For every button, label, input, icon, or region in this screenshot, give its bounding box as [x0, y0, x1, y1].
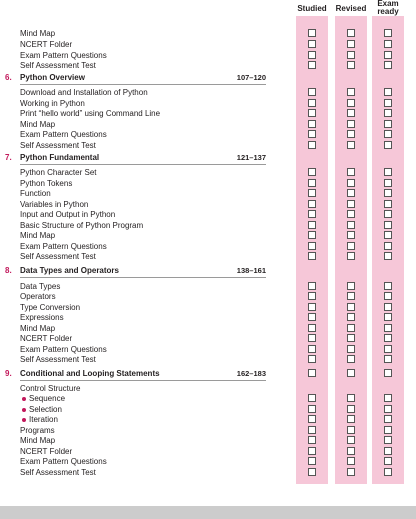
exam-ready-checkbox[interactable]	[384, 130, 392, 138]
exam-ready-checkbox[interactable]	[384, 242, 392, 250]
chapter-rule	[20, 380, 266, 381]
topic-label: NCERT Folder	[20, 334, 73, 343]
exam-ready-checkbox[interactable]	[384, 189, 392, 197]
studied-checkbox[interactable]	[308, 200, 316, 208]
chapter-title: Conditional and Looping Statements	[20, 369, 160, 378]
exam-ready-checkbox[interactable]	[384, 51, 392, 59]
studied-checkbox[interactable]	[308, 447, 316, 455]
exam-ready-checkbox[interactable]	[384, 355, 392, 363]
chapter-heading	[0, 73, 416, 85]
studied-checkbox[interactable]	[308, 303, 316, 311]
revised-checkbox[interactable]	[347, 457, 355, 465]
topic-label: Exam Pattern Questions	[20, 457, 107, 466]
studied-checkbox[interactable]	[308, 99, 316, 107]
studied-checkbox[interactable]	[308, 88, 316, 96]
topic-label: Variables in Python	[20, 200, 89, 209]
revised-checkbox[interactable]	[347, 210, 355, 218]
bullet-icon	[22, 418, 26, 422]
studied-header: Studied	[297, 4, 327, 13]
chapter-title: Data Types and Operators	[20, 266, 119, 275]
topic-label: Mind Map	[20, 436, 56, 445]
exam-ready-checkbox[interactable]	[384, 168, 392, 176]
revised-checkbox[interactable]	[347, 334, 355, 342]
revised-header: Revised	[335, 4, 367, 13]
revised-checkbox[interactable]	[347, 200, 355, 208]
topic-label: Mind Map	[20, 324, 56, 333]
revised-checkbox[interactable]	[347, 415, 355, 423]
studied-checkbox[interactable]	[308, 405, 316, 413]
studied-checkbox[interactable]	[308, 252, 316, 260]
topic-label: Python Character Set	[20, 168, 97, 177]
revised-checkbox[interactable]	[347, 221, 355, 229]
topic-label: Mind Map	[20, 29, 56, 38]
topic-label: Download and Installation of Python	[20, 88, 148, 97]
exam-ready-checkbox[interactable]	[384, 88, 392, 96]
exam-ready-checkbox[interactable]	[384, 345, 392, 353]
exam-ready-checkbox[interactable]	[384, 252, 392, 260]
revised-checkbox[interactable]	[347, 189, 355, 197]
topic-label: Exam Pattern Questions	[20, 51, 107, 60]
studied-checkbox[interactable]	[308, 457, 316, 465]
exam-ready-checkbox[interactable]	[384, 324, 392, 332]
exam-ready-checkbox[interactable]	[384, 334, 392, 342]
exam-ready-header	[370, 0, 406, 16]
topic-label: Type Conversion	[20, 303, 81, 312]
exam-ready-checkbox[interactable]	[384, 426, 392, 434]
topic-label: Basic Structure of Python Program	[20, 221, 144, 230]
studied-checkbox[interactable]	[308, 426, 316, 434]
topic-label: Control Structure	[20, 384, 81, 393]
topic-label: NCERT Folder	[20, 447, 73, 456]
chapter-heading	[0, 266, 416, 278]
studied-checkbox[interactable]	[308, 168, 316, 176]
exam-ready-checkbox[interactable]	[384, 221, 392, 229]
revised-checkbox[interactable]	[347, 282, 355, 290]
exam-ready-header-line2: ready	[377, 7, 399, 16]
exam-ready-checkbox[interactable]	[384, 61, 392, 69]
topic-label: Self Assessment Test	[20, 252, 96, 261]
studied-checkbox[interactable]	[308, 345, 316, 353]
studied-checkbox[interactable]	[308, 29, 316, 37]
chapter-pages: 138–161	[236, 266, 266, 275]
exam-ready-checkbox[interactable]	[384, 29, 392, 37]
topic-label: Self Assessment Test	[20, 141, 96, 150]
studied-checkbox[interactable]	[308, 231, 316, 239]
topic-label: Iteration	[29, 415, 58, 424]
exam-ready-checkbox[interactable]	[384, 313, 392, 321]
exam-ready-checkbox[interactable]	[384, 369, 392, 377]
revised-checkbox[interactable]	[347, 313, 355, 321]
topic-label: Self Assessment Test	[20, 355, 96, 364]
topic-label: Python Tokens	[20, 179, 73, 188]
bullet-icon	[22, 397, 26, 401]
revised-checkbox[interactable]	[347, 40, 355, 48]
studied-checkbox[interactable]	[308, 415, 316, 423]
exam-ready-checkbox[interactable]	[384, 457, 392, 465]
revised-checkbox[interactable]	[347, 394, 355, 402]
bullet-icon	[22, 408, 26, 412]
chapter-title: Python Overview	[20, 73, 85, 82]
revised-checkbox[interactable]	[347, 447, 355, 455]
revised-checkbox[interactable]	[347, 355, 355, 363]
topic-label: Exam Pattern Questions	[20, 130, 107, 139]
exam-ready-checkbox[interactable]	[384, 394, 392, 402]
revised-checkbox[interactable]	[347, 242, 355, 250]
revised-checkbox[interactable]	[347, 345, 355, 353]
chapter-pages: 121–137	[236, 153, 266, 162]
chapter-number: 6.	[5, 73, 12, 82]
exam-ready-checkbox[interactable]	[384, 231, 392, 239]
topic-label: Sequence	[29, 394, 66, 403]
revised-checkbox[interactable]	[347, 51, 355, 59]
studied-checkbox[interactable]	[308, 468, 316, 476]
studied-checkbox[interactable]	[308, 242, 316, 250]
revised-checkbox[interactable]	[347, 88, 355, 96]
revised-checkbox[interactable]	[347, 303, 355, 311]
chapter-pages: 162–183	[236, 369, 266, 378]
chapter-heading	[0, 153, 416, 165]
chapter-number: 9.	[5, 369, 12, 378]
studied-checkbox[interactable]	[308, 210, 316, 218]
studied-checkbox[interactable]	[308, 141, 316, 149]
revised-checkbox[interactable]	[347, 29, 355, 37]
studied-checkbox[interactable]	[308, 324, 316, 332]
exam-ready-checkbox[interactable]	[384, 415, 392, 423]
exam-ready-checkbox[interactable]	[384, 120, 392, 128]
topic-label: Self Assessment Test	[20, 61, 96, 70]
exam-ready-checkbox[interactable]	[384, 99, 392, 107]
studied-checkbox[interactable]	[308, 120, 316, 128]
revised-checkbox[interactable]	[347, 324, 355, 332]
exam-ready-checkbox[interactable]	[384, 303, 392, 311]
revised-checkbox[interactable]	[347, 61, 355, 69]
revised-checkbox[interactable]	[347, 426, 355, 434]
exam-ready-checkbox[interactable]	[384, 292, 392, 300]
topic-label: Exam Pattern Questions	[20, 345, 107, 354]
studied-checkbox[interactable]	[308, 51, 316, 59]
exam-ready-header-line1: Exam	[377, 0, 399, 8]
topic-label: Print “hello world” using Command Line	[20, 109, 161, 118]
chapter-number: 8.	[5, 266, 12, 275]
studied-checkbox[interactable]	[308, 334, 316, 342]
exam-ready-checkbox[interactable]	[384, 468, 392, 476]
exam-ready-checkbox[interactable]	[384, 447, 392, 455]
topic-label: Operators	[20, 292, 56, 301]
topic-label: Mind Map	[20, 231, 56, 240]
studied-checkbox[interactable]	[308, 109, 316, 117]
revised-checkbox[interactable]	[347, 109, 355, 117]
revised-checkbox[interactable]	[347, 231, 355, 239]
studied-checkbox[interactable]	[308, 40, 316, 48]
studied-checkbox[interactable]	[308, 313, 316, 321]
topic-label: Self Assessment Test	[20, 468, 96, 477]
revised-checkbox[interactable]	[347, 405, 355, 413]
revised-checkbox[interactable]	[347, 436, 355, 444]
topic-label: Working in Python	[20, 99, 85, 108]
exam-ready-checkbox[interactable]	[384, 405, 392, 413]
studied-checkbox[interactable]	[308, 61, 316, 69]
topic-label: Selection	[29, 405, 62, 414]
exam-ready-checkbox[interactable]	[384, 141, 392, 149]
revised-checkbox[interactable]	[347, 369, 355, 377]
revised-checkbox[interactable]	[347, 99, 355, 107]
studied-checkbox[interactable]	[308, 130, 316, 138]
topic-label: NCERT Folder	[20, 40, 73, 49]
studied-checkbox[interactable]	[308, 292, 316, 300]
studied-checkbox[interactable]	[308, 179, 316, 187]
chapter-number: 7.	[5, 153, 12, 162]
topic-label: Expressions	[20, 313, 64, 322]
chapter-title: Python Fundamental	[20, 153, 100, 162]
exam-ready-checkbox[interactable]	[384, 40, 392, 48]
revised-checkbox[interactable]	[347, 168, 355, 176]
exam-ready-checkbox[interactable]	[384, 210, 392, 218]
exam-ready-checkbox[interactable]	[384, 282, 392, 290]
topic-label: Input and Output in Python	[20, 210, 116, 219]
studied-checkbox[interactable]	[308, 394, 316, 402]
revised-checkbox[interactable]	[347, 179, 355, 187]
exam-ready-checkbox[interactable]	[384, 200, 392, 208]
topic-item	[0, 384, 416, 394]
exam-ready-checkbox[interactable]	[384, 179, 392, 187]
topic-label: Exam Pattern Questions	[20, 242, 107, 251]
revised-checkbox[interactable]	[347, 292, 355, 300]
revised-checkbox[interactable]	[347, 252, 355, 260]
topic-label: Data Types	[20, 282, 61, 291]
chapter-rule	[20, 277, 266, 278]
chapter-rule	[20, 84, 266, 85]
topic-label: Programs	[20, 426, 55, 435]
revised-checkbox[interactable]	[347, 141, 355, 149]
revised-checkbox[interactable]	[347, 130, 355, 138]
studied-checkbox[interactable]	[308, 355, 316, 363]
topic-label: Mind Map	[20, 120, 56, 129]
exam-ready-checkbox[interactable]	[384, 436, 392, 444]
studied-checkbox[interactable]	[308, 189, 316, 197]
studied-checkbox[interactable]	[308, 369, 316, 377]
topic-label: Function	[20, 189, 51, 198]
chapter-rule	[20, 164, 266, 165]
studied-checkbox[interactable]	[308, 436, 316, 444]
studied-checkbox[interactable]	[308, 221, 316, 229]
revised-checkbox[interactable]	[347, 468, 355, 476]
chapter-pages: 107–120	[236, 73, 266, 82]
studied-checkbox[interactable]	[308, 282, 316, 290]
exam-ready-checkbox[interactable]	[384, 109, 392, 117]
footer-bar	[0, 506, 416, 519]
revised-checkbox[interactable]	[347, 120, 355, 128]
